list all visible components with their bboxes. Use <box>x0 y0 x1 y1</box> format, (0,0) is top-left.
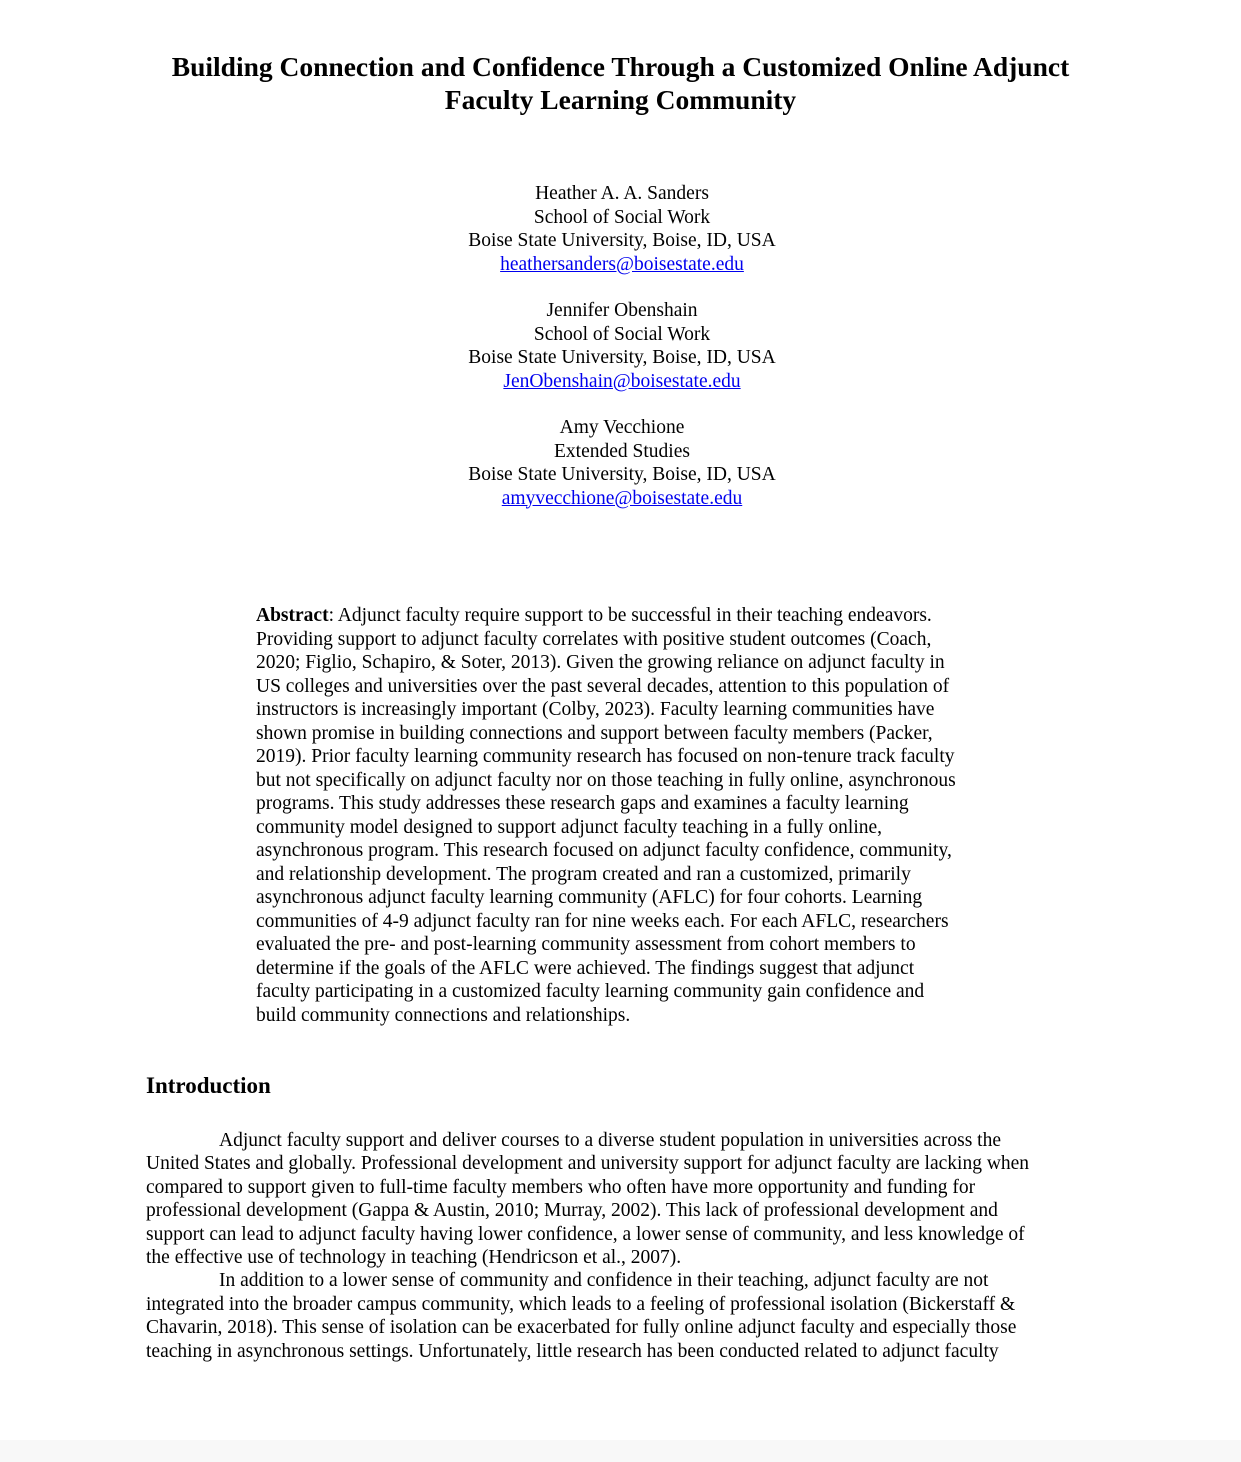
abstract-line: asynchronous adjunct faculty learning community (AFLC) for four cohorts. Learning <box>256 887 923 908</box>
abstract-line: 2019). Prior faculty learning community research has focused on non-tenure track faculty <box>256 746 955 767</box>
paragraph-line: the effective use of technology in teaching (Hendricson et al., 2007). <box>146 1247 682 1269</box>
paragraph-line: Adjunct faculty support and deliver courses to a diverse student population in universities across the <box>219 1130 1001 1151</box>
section-heading-introduction: Introduction <box>146 1073 271 1098</box>
author-affiliation: Boise State University, Boise, ID, USA <box>468 464 776 485</box>
title-line: Building Connection and Confidence Through a Customized Online Adjunct <box>171 51 1070 82</box>
abstract <box>256 604 956 1027</box>
author-email-link[interactable]: JenObenshain@boisestate.edu <box>503 370 741 392</box>
abstract-line <box>256 604 956 628</box>
author-department: Extended Studies <box>554 440 690 462</box>
introduction-body <box>146 1129 1029 1363</box>
author-affiliation: Boise State University, Boise, ID, USA <box>468 230 776 251</box>
abstract-text: : Adjunct faculty require support to be successful in their teaching endeavors. <box>328 605 932 626</box>
abstract-line: Providing support to adjunct faculty correlates with positive student outcomes (Coach, <box>256 628 932 650</box>
author-name: Jennifer Obenshain <box>546 300 698 321</box>
author-name: Heather A. A. Sanders <box>535 183 709 204</box>
abstract-line: programs. This study addresses these research gaps and examines a faculty learning <box>256 793 909 814</box>
title-line: Faculty Learning Community <box>444 84 797 115</box>
paragraph-line: support can lead to adjunct faculty having lower confidence, a lower sense of community, and less knowledge of <box>146 1223 1025 1245</box>
paragraph-line: United States and globally. Professional development and university support for adjunct faculty are lacking when <box>146 1153 1030 1175</box>
paper-title <box>0 50 1241 116</box>
paragraph-line: compared to support given to full-time faculty members who often have more opportunity and funding for <box>146 1176 976 1198</box>
author-block <box>0 182 1241 276</box>
author-name: Amy Vecchione <box>559 417 685 438</box>
paragraph <box>146 1129 1029 1269</box>
page-bottom-edge <box>0 1440 1241 1462</box>
paragraph-line: Chavarin, 2018). This sense of isolation can be exacerbated for fully online adjunct faculty and especially those <box>146 1317 1017 1339</box>
abstract-label: Abstract <box>256 605 329 626</box>
paragraph-line: teaching in asynchronous settings. Unfortunately, little research has been conducted related to adjunct faculty <box>146 1340 999 1362</box>
paragraph <box>146 1269 1029 1363</box>
abstract-line: shown promise in building connections and support between faculty members (Packer, <box>256 722 933 744</box>
paragraph-line: professional development (Gappa & Austin, 2010; Murray, 2002). This lack of professional development and <box>146 1200 998 1222</box>
abstract-line: determine if the goals of the AFLC were achieved. The findings suggest that adjunct <box>256 957 915 979</box>
abstract-line: asynchronous program. This research focused on adjunct faculty confidence, community, <box>256 840 952 861</box>
abstract-line: build community connections and relationships. <box>256 1004 631 1026</box>
abstract-line: evaluated the pre- and post-learning community assessment from cohort members to <box>256 934 916 955</box>
abstract-line: communities of 4-9 adjunct faculty ran for nine weeks each. For each AFLC, researchers <box>256 910 949 932</box>
author-block <box>0 299 1241 393</box>
author-email-link[interactable]: heathersanders@boisestate.edu <box>500 253 744 275</box>
author-department: School of Social Work <box>533 323 711 345</box>
author-email-link[interactable]: amyvecchione@boisestate.edu <box>501 487 743 509</box>
abstract-line: instructors is increasingly important (Colby, 2023). Faculty learning communities have <box>256 699 935 720</box>
author-block <box>0 416 1241 510</box>
author-department: School of Social Work <box>533 206 711 228</box>
abstract-line: community model designed to support adjunct faculty teaching in a fully online, <box>256 816 883 838</box>
abstract-line: faculty participating in a customized faculty learning community gain confidence and <box>256 981 925 1002</box>
author-affiliation: Boise State University, Boise, ID, USA <box>468 347 776 368</box>
abstract-line: but not specifically on adjunct faculty nor on those teaching in fully online, asynchronous <box>256 769 956 791</box>
abstract-line: US colleges and universities over the past several decades, attention to this population of <box>256 675 950 697</box>
abstract-line: and relationship development. The program created and ran a customized, primarily <box>256 863 911 885</box>
paragraph-line: In addition to a lower sense of community and confidence in their teaching, adjunct faculty are not <box>219 1270 989 1292</box>
paragraph-line: integrated into the broader campus community, which leads to a feeling of professional isolation (Bickerstaff & <box>146 1293 1016 1315</box>
abstract-line: 2020; Figlio, Schapiro, & Soter, 2013). Given the growing reliance on adjunct faculty in <box>256 652 945 673</box>
